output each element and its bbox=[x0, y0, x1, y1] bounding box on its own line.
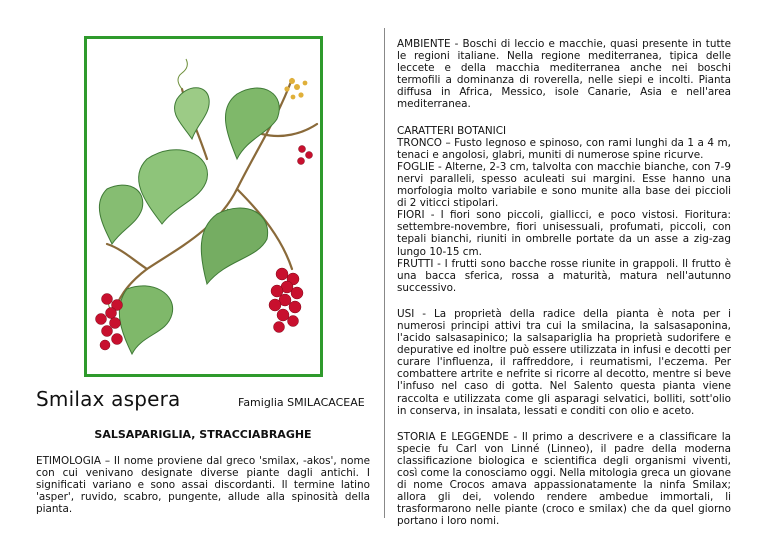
ambiente-paragraph: AMBIENTE - Boschi di leccio e macchie, quasi presente in tutte le regioni italiane. Nella regione mediterranea, tipica delle leccete e della macchia mediterranea anche nei boschi termofili a dominanza di roverella, nelle siepi e incolti. Pianta diffusa in Africa, Messico, isole Canarie, Asia e nell'area mediterranea. bbox=[397, 38, 731, 111]
tronco-paragraph: TRONCO – Fusto legnoso e spinoso, con rami lunghi da 1 a 4 m, tenaci e angolosi, glabri, muniti di numerose spine ricurve. bbox=[397, 136, 731, 161]
flowers bbox=[284, 78, 307, 99]
column-divider bbox=[384, 28, 385, 518]
fiori-paragraph: FIORI - I fiori sono piccoli, giallicci, e poco vistosi. Fioritura: settembre-novembre, fiori unisessuali, profumati, piccoli, con tepali bianchi, riuniti in ombrelle portate da un asse a zig-zag lungo 10-15 cm. bbox=[397, 209, 731, 258]
smilax-aspera-drawing bbox=[87, 39, 320, 374]
etimologia-paragraph: ETIMOLOGIA – Il nome proviene dal greco 'smilax, -akos', nome con cui venivano designate diverse piante dagli antichi. I significati variano e sono assai discordanti. Il termine latino 'asper', ruvido, scabro, pungente, allude alla spinosità della pianta. bbox=[36, 455, 370, 516]
usi-paragraph: USI - La proprietà della radice della pianta è nota per i numerosi principi attivi tra cui la smilacina, la salsasaponina, l'acido salsasapinico; la salsapariglia ha proprietà sudorifere e depurative ed inoltre può essere utilizzata in infusi e decotti per curare l'influenza, il raffreddore, i reumatismi, l'eczema. Per combattere artrite e nefrite si ricorre al decotto, mentre si beve l'infuso nel caso di gotta. Nel Salento questa pianta viene raccolta e utilizzata come gli asparagi selvatici, bolliti, sott'olio in conserva, in insalata, lessati e conditi con olio e aceto. bbox=[397, 307, 731, 417]
storia-paragraph: STORIA E LEGGENDE - Il primo a descrivere e a classificare la specie fu Carl von Linné (Linneo), il padre della moderna classificazione biologica e scientifica degli organismi viventi, così come la conosciamo oggi. Nella mitologia greca un giovane di nome Crocos amava appassionatamente la ninfa Smilax; allora gli dei, volendo rendere ambedue immortali, li trasformarono nelle piante (croco e smilax) che da quel giorno portano i loro nomi. bbox=[397, 430, 732, 528]
right-column bbox=[397, 38, 731, 527]
foglie-paragraph: FOGLIE - Alterne, 2-3 cm, talvolta con macchie bianche, con 7-9 nervi paralleli, spesso aculeati sui margini. Esse hanno una morfologia molto variabile e sono munite alla base dei piccioli di 2 viticci stipolari. bbox=[397, 160, 731, 210]
leaves bbox=[99, 88, 279, 354]
plant-illustration bbox=[84, 36, 323, 377]
caratteri-heading: CARATTERI BOTANICI bbox=[397, 124, 507, 137]
family-name: Famiglia SMILACACEAE bbox=[238, 396, 365, 409]
species-name: Smilax aspera bbox=[36, 387, 181, 411]
common-names: SALSAPARIGLIA, STRACCIABRAGHE bbox=[94, 428, 312, 441]
frutti-paragraph: FRUTTI - I frutti sono bacche rosse riunite in grappoli. Il frutto è una bacca sferica, rossa a maturità, matura nell'autunno successivo. bbox=[397, 257, 731, 294]
